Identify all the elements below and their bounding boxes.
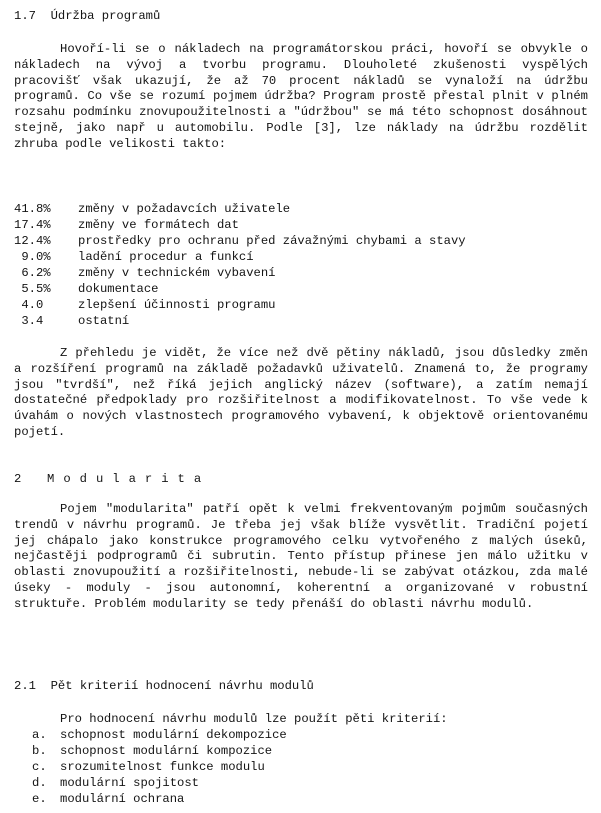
criterion-label: srozumitelnost funkce modulu <box>60 760 265 774</box>
section-2-1-heading: 2.1 Pět kriterií hodnocení návrhu modulů <box>14 679 314 693</box>
cost-percentage: 3.4 <box>14 314 44 328</box>
criterion-letter: c. <box>32 760 47 774</box>
cost-label: změny ve formátech dat <box>78 218 239 232</box>
cost-percentage: 9.0% <box>14 250 51 264</box>
list-item <box>14 218 239 234</box>
cost-percentage: 41.8% <box>14 202 51 216</box>
list-item <box>14 234 466 250</box>
list-item <box>14 314 129 330</box>
criterion-letter: b. <box>32 744 47 758</box>
section-2-paragraph <box>14 502 588 613</box>
cost-percentage: 17.4% <box>14 218 51 232</box>
section-2-1-intro: Pro hodnocení návrhu modulů lze použít pěti kriterií: <box>60 712 448 726</box>
list-item <box>32 792 184 808</box>
list-item <box>14 266 275 282</box>
criterion-letter: d. <box>32 776 47 790</box>
criterion-label: schopnost modulární kompozice <box>60 744 273 758</box>
list-item <box>14 250 254 266</box>
cost-label: zlepšení účinnosti programu <box>78 298 276 312</box>
cost-label: dokumentace <box>78 282 159 296</box>
list-item <box>32 728 287 744</box>
paragraph-text: Pojem "modularita" patří opět k velmi frekventovaným pojmům současných trendů v návrhu programů. Je třeba jej však blíže vysvětlit. Tradiční pojetí jej chápalo jako konstrukce programového celku vytvořeného z malých úseků, nejčastěji podprogramů či subrutin. Tento přístup přinese jen málo užitku v oblasti znovupoužití a rozšiřitelnosti, nebude-li se zabývat otázkou, zda malé úseky - moduly - jsou autonomní, koherentní a organizované v robustní struktuře. Problém modularity se tedy přenáší do oblasti návrhu modulů. <box>14 502 588 611</box>
criterion-letter: e. <box>32 792 47 806</box>
paragraph-text: Hovoří-li se o nákladech na programátorskou práci, hovoří se obvykle o nákladech na vývoj a tvorbu programu. Dlouholeté zkušenosti vyspělých pracovišť však ukazují, že až 70 procent nákladů se vynaloží na údržbu programů. Co vše se rozumí pojmem údržba? Program prostě přestal plnit v plném rozsahu podmínku znovupoužitelnosti a "údržbou" se má této schopnost dosáhnout stejně, jako např u automobilu. Podle [3], lze náklady na údržbu rozdělit zhruba podle velikosti takto: <box>14 42 588 151</box>
cost-percentage: 12.4% <box>14 234 51 248</box>
cost-percentage: 5.5% <box>14 282 51 296</box>
criterion-letter: a. <box>32 728 47 742</box>
section-title: Modularita <box>47 472 211 486</box>
cost-percentage: 6.2% <box>14 266 51 280</box>
cost-percentage: 4.0 <box>14 298 44 312</box>
section-1-7-heading: 1.7 Údržba programů <box>14 9 161 23</box>
section-1-7-paragraph-1 <box>14 42 588 153</box>
section-2-heading <box>14 472 210 488</box>
list-item <box>14 298 275 314</box>
list-item <box>32 744 272 760</box>
criterion-label: modulární ochrana <box>60 792 185 806</box>
list-item <box>14 202 290 218</box>
list-item <box>14 282 158 298</box>
section-1-7-paragraph-2 <box>14 346 588 441</box>
paragraph-text: Z přehledu je vidět, že více než dvě pětiny nákladů, jsou důsledky změn a rozšíření programů na základě požadavků uživatelů. Znamená to, že programy jsou "tvrdší", než říká jejich anglický název (software), a zatím nemají dostatečné předpoklady pro rozšiřitelnost a modifikovatelnost. To vše vede k úvahám o nových vlastnostech programového vybavení, k objektově orientovanému pojetí. <box>14 346 588 439</box>
cost-label: ostatní <box>78 314 130 328</box>
list-item <box>32 776 199 792</box>
cost-label: změny v požadavcích uživatele <box>78 202 291 216</box>
cost-label: prostředky pro ochranu před závažnými chybami a stavy <box>78 234 466 248</box>
list-item <box>32 760 265 776</box>
criterion-label: schopnost modulární dekompozice <box>60 728 287 742</box>
criterion-label: modulární spojitost <box>60 776 199 790</box>
cost-label: ladění procedur a funkcí <box>78 250 254 264</box>
cost-label: změny v technickém vybavení <box>78 266 276 280</box>
section-number: 2 <box>14 472 22 486</box>
